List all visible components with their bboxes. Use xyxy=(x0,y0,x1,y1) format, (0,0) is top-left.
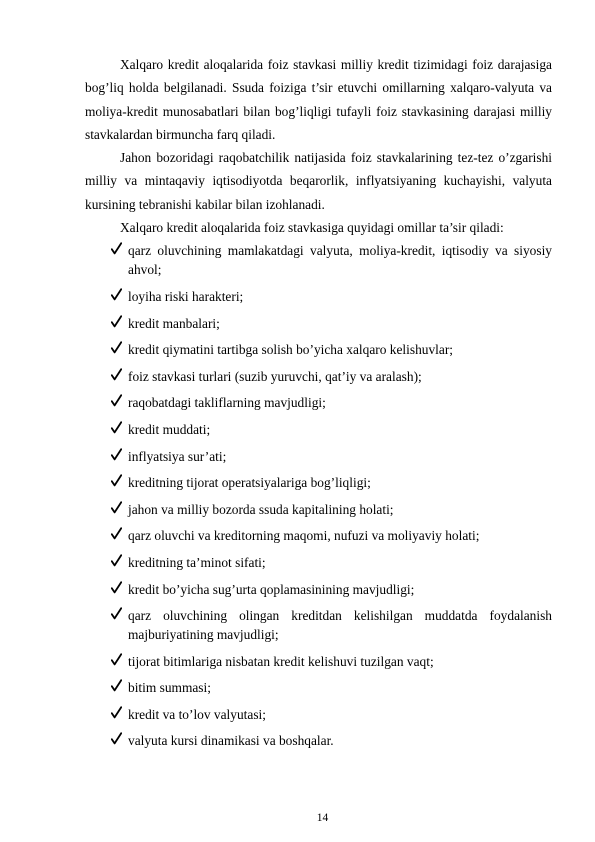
list-item xyxy=(85,241,552,279)
list-item-text: kredit va to’lov valyutasi; xyxy=(128,706,266,722)
checkmark-icon xyxy=(111,394,122,408)
list-item-text: qarz oluvchining mamlakatdagi valyuta, moliya-kredit, iqtisodiy va siyosiy ahvol; xyxy=(128,243,552,278)
factor-list xyxy=(85,241,552,750)
list-item xyxy=(85,420,552,439)
list-item-text: kredit bo’yicha sug’urta qoplamasinining mavjudligi; xyxy=(128,581,415,597)
list-item xyxy=(85,393,552,412)
list-item-text: jahon va milliy bozorda ssuda kapitalining holati; xyxy=(128,501,394,517)
checkmark-icon xyxy=(111,732,122,746)
checkmark-icon xyxy=(111,554,122,568)
checkmark-icon xyxy=(111,581,122,595)
list-item-text: qarz oluvchi va kreditorning maqomi, nufuzi va moliyaviy holati; xyxy=(128,528,480,544)
paragraph-foiz-stavkasi: Xalqaro kredit aloqalarida foiz stavkasi milliy kredit tizimidagi foiz darajasiga bog’liq holda belgilanadi. Ssuda foiziga t’sir etuvchi omillarning xalqaro-valyuta va moliya-kredit munosabatlari bilan bog’liqligi tufayli foiz stavkasining darajasi milliy stavkalardan birmuncha farq qiladi. xyxy=(85,57,552,142)
checkmark-icon xyxy=(111,527,122,541)
list-item-text: inflyatsiya sur’ati; xyxy=(128,448,227,464)
checkmark-icon xyxy=(111,421,122,435)
checkmark-icon xyxy=(111,288,122,302)
list-item xyxy=(85,606,552,644)
checkmark-icon xyxy=(111,607,122,621)
checkmark-icon xyxy=(111,315,122,329)
page-number: 14 xyxy=(316,812,329,824)
checkmark-icon xyxy=(111,341,122,355)
paragraph-omillar-intro: Xalqaro kredit aloqalarida foiz stavkasiga quyidagi omillar ta’sir qiladi: xyxy=(120,220,504,236)
list-item-text: qarz oluvchining olingan kreditdan kelishilgan muddatda foydalanish majburiyatining mavjudligi; xyxy=(128,608,552,643)
list-item xyxy=(85,678,552,697)
list-item xyxy=(85,500,552,519)
checkmark-icon xyxy=(111,653,122,667)
list-item xyxy=(85,314,552,333)
list-item xyxy=(85,705,552,724)
page-content xyxy=(85,53,552,758)
list-item xyxy=(85,580,552,599)
list-item-text: kredit manbalari; xyxy=(128,315,220,331)
checkmark-icon xyxy=(111,448,122,462)
checkmark-icon xyxy=(111,706,122,720)
list-item-text: tijorat bitimlariga nisbatan kredit kelishuvi tuzilgan vaqt; xyxy=(128,653,434,669)
checkmark-icon xyxy=(111,679,122,693)
checkmark-icon xyxy=(111,501,122,515)
list-item xyxy=(85,447,552,466)
list-item-text: kredit muddati; xyxy=(128,421,211,437)
list-item xyxy=(85,652,552,671)
list-item xyxy=(85,340,552,359)
paragraph-jahon-bozori: Jahon bozoridagi raqobatchilik natijasida foiz stavkalarining tez-tez o’zgarishi milliy va mintaqaviy iqtisodiyotda beqarorlik, inflyatsiyaning kuchayishi, valyuta kursining tebranishi kabilar bilan izohlanadi. xyxy=(85,150,552,212)
list-item xyxy=(85,287,552,306)
list-item xyxy=(85,731,552,750)
list-item xyxy=(85,526,552,545)
list-item-text: kredit qiymatini tartibga solish bo’yicha xalqaro kelishuvlar; xyxy=(128,342,454,358)
list-item xyxy=(85,473,552,492)
checkmark-icon xyxy=(111,474,122,488)
list-item xyxy=(85,553,552,572)
list-item-text: kreditning tijorat operatsiyalariga bog’liqligi; xyxy=(128,475,371,491)
checkmark-icon xyxy=(111,368,122,382)
list-item-text: foiz stavkasi turlari (suzib yuruvchi, qat’iy va aralash); xyxy=(128,368,422,384)
list-item-text: loyiha riski harakteri; xyxy=(128,288,244,304)
list-item-text: bitim summasi; xyxy=(128,680,211,696)
list-item-text: valyuta kursi dinamikasi va boshqalar. xyxy=(128,733,334,749)
list-item-text: kreditning ta’minot sifati; xyxy=(128,554,266,570)
checkmark-icon xyxy=(111,242,122,256)
list-item-text: raqobatdagi takliflarning mavjudligi; xyxy=(128,395,326,411)
list-item xyxy=(85,367,552,386)
